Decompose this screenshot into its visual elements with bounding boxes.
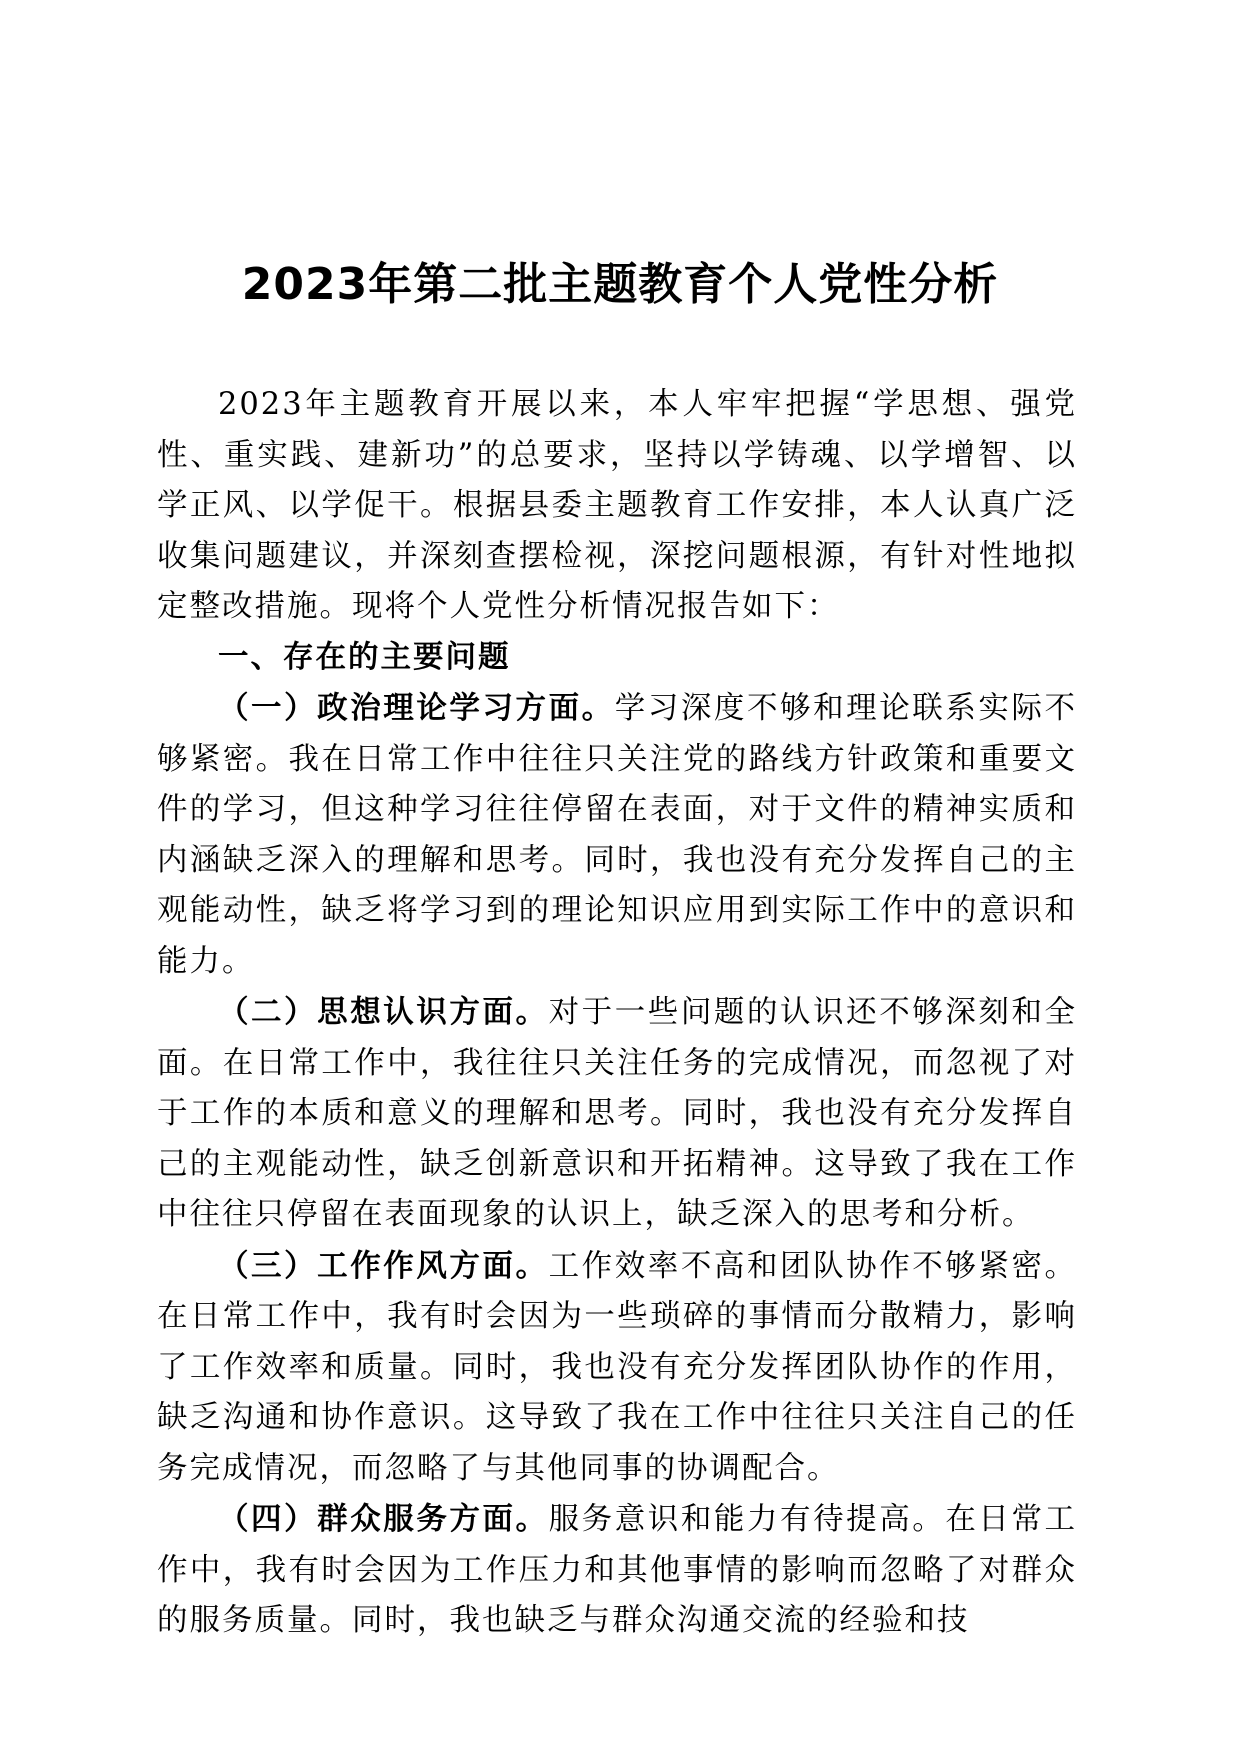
document-title: 2023年第二批主题教育个人党性分析 bbox=[241, 259, 999, 310]
document-body bbox=[157, 380, 1077, 1647]
issue-paragraph-1 bbox=[157, 683, 1077, 987]
issue-text: 对于一些问题的认识还不够深刻和全面。在日常工作中，我往往只关注任务的完成情况，而忽视了对于工作的本质和意义的理解和思考。同时，我也没有充分发挥自己的主观能动性，缺乏创新意识和开拓精神。这导致了我在工作中往往只停留在表面现象的认识上，缺乏深入的思考和分析。 bbox=[157, 995, 1078, 1232]
issue-lead: （一）政治理论学习方面。 bbox=[218, 690, 615, 726]
issue-lead: （二）思想认识方面。 bbox=[218, 994, 549, 1030]
issue-lead: （四）群众服务方面。 bbox=[218, 1501, 549, 1537]
section-heading: 一、存在的主要问题 bbox=[218, 639, 511, 675]
issue-paragraph-4 bbox=[157, 1494, 1077, 1647]
intro-paragraph: 2023年主题教育开展以来，本人牢牢把握“学思想、强党性、重实践、建新功”的总要求，坚持以学铸魂、以学增智、以学正风、以学促干。根据县委主题教育工作安排，本人认真广泛收集问题建议，并深刻查摆检视，深挖问题根源，有针对性地拟定整改措施。现将个人党性分析情况报告如下： bbox=[157, 387, 1077, 624]
issue-text: 学习深度不够和理论联系实际不够紧密。我在日常工作中往往只关注党的路线方针政策和重要文件的学习，但这种学习往往停留在表面，对于文件的精神实质和内涵缺乏深入的理解和思考。同时，我也没有充分发挥自己的主观能动性，缺乏将学习到的理论知识应用到实际工作中的意识和能力。 bbox=[157, 691, 1078, 979]
issue-paragraph-3 bbox=[157, 1241, 1077, 1495]
issue-lead: （三）工作作风方面。 bbox=[218, 1247, 549, 1284]
issue-text: 工作效率不高和团队协作不够紧密。在日常工作中，我有时会因为一些琐碎的事情而分散精力，影响了工作效率和质量。同时，我也没有充分发挥团队协作的作用，缺乏沟通和协作意识。这导致了我在工作中往往只关注自己的任务完成情况，而忽略了与其他同事的协调配合。 bbox=[157, 1248, 1078, 1486]
issue-paragraph-2 bbox=[157, 987, 1077, 1241]
issue-text: 服务意识和能力有待提高。在日常工作中，我有时会因为工作压力和其他事情的影响而忽略了对群众的服务质量。同时，我也缺乏与群众沟通交流的经验和技 bbox=[157, 1502, 1078, 1638]
